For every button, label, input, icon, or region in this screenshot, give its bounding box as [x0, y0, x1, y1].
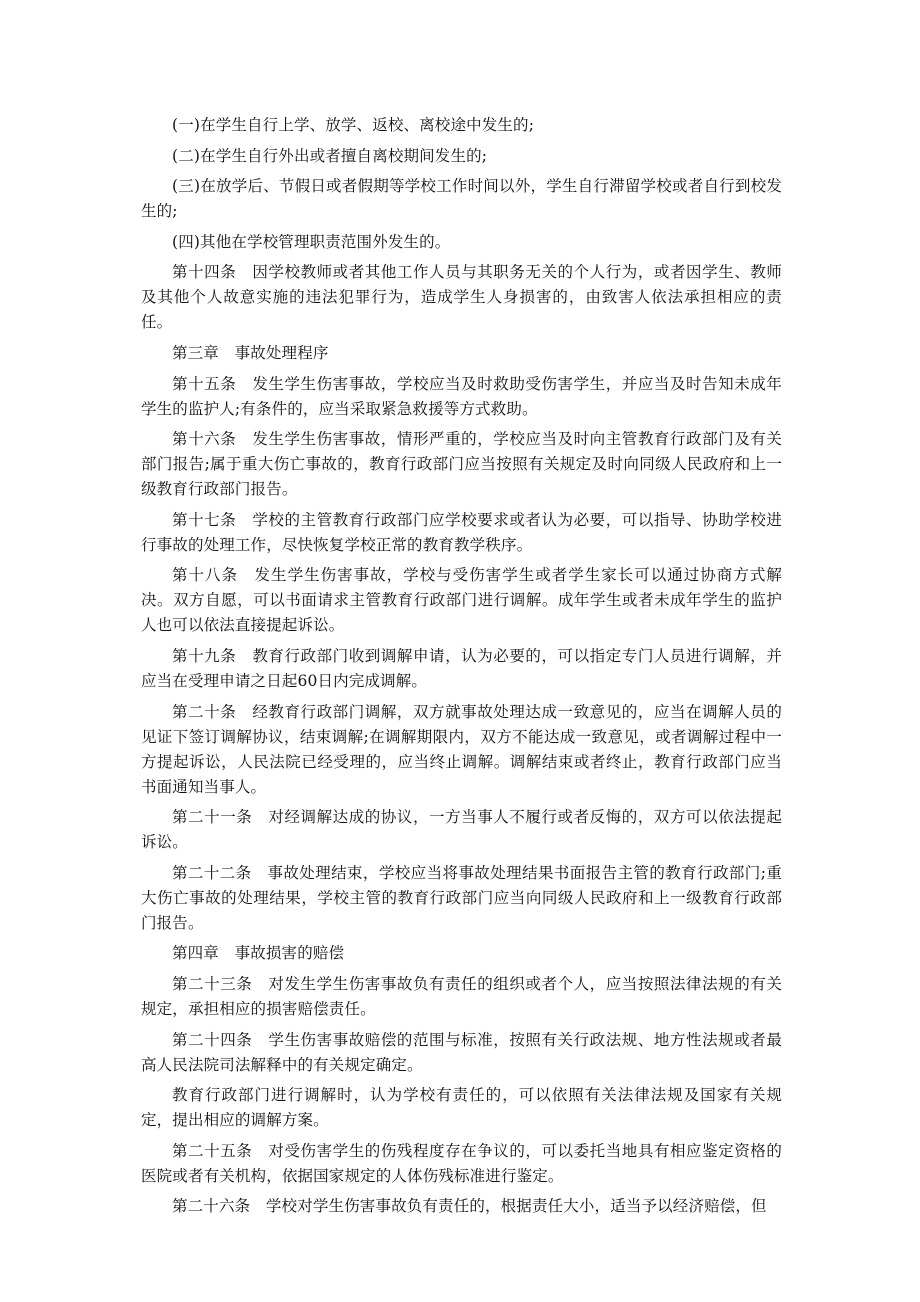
chapter-4-heading: 第四章 事故损害的赔偿 [172, 944, 345, 963]
article-15: 第十五条 发生学生伤害事故，学校应当及时救助受伤害学生，并应当及时告知未成年学生的监护人;有条件的，应当采取紧急救援等方式救助。 [141, 374, 782, 418]
paragraph-item-4: (四)其他在学校管理职责范围外发生的。 [172, 232, 451, 251]
chapter-3-heading: 第三章 事故处理程序 [172, 343, 329, 362]
paragraph-item-1: (一)在学生自行上学、放学、返校、离校途中发生的; [172, 116, 535, 134]
paragraph-item-3: (三)在放学后、节假日或者假期等学校工作时间以外，学生自行滞留学校或者自行到校发生的; [141, 177, 782, 221]
article-14: 第十四条 因学校教师或者其他工作人员与其职务无关的个人行为，或者因学生、教师及其他个人故意实施的违法犯罪行为，造成学生人身损害的，由致害人依法承担相应的责任。 [141, 263, 782, 332]
article-20: 第二十条 经教育行政部门调解，双方就事故处理达成一致意见的，应当在调解人员的见证下签订调解协议，结束调解;在调解期限内，双方不能达成一致意见，或者调解过程中一方提起诉讼，人民法院已经受理的，应当终止调解。调解结束或者终止，教育行政部门应当书面通知当事人。 [141, 702, 782, 796]
article-26: 第二十六条 学校对学生伤害事故负有责任的，根据责任大小，适当予以经济赔偿，但 [172, 1197, 767, 1216]
article-24: 第二十四条 学生伤害事故赔偿的范围与标准，按照有关行政法规、地方性法规或者最高人民法院司法解释中的有关规定确定。 [141, 1030, 782, 1074]
article-18: 第十八条 发生学生伤害事故，学校与受伤害学生或者学生家长可以通过协商方式解决。双方自愿，可以书面请求主管教育行政部门进行调解。成年学生或者未成年学生的监护人也可以依法直接提起诉讼。 [141, 566, 782, 635]
article-17: 第十七条 学校的主管教育行政部门应学校要求或者认为必要，可以指导、协助学校进行事故的处理工作，尽快恢复学校正常的教育教学秩序。 [141, 510, 782, 554]
article-25: 第二十五条 对受伤害学生的伤残程度存在争议的，可以委托当地具有相应鉴定资格的医院或者有关机构，依据国家规定的人体伤残标准进行鉴定。 [141, 1141, 782, 1185]
article-21: 第二十一条 对经调解达成的协议，一方当事人不履行或者反悔的，双方可以依法提起诉讼。 [141, 808, 782, 852]
article-19: 第十九条 教育行政部门收到调解申请，认为必要的，可以指定专门人员进行调解，并应当在受理申请之日起60日内完成调解。 [141, 646, 782, 690]
article-24-supplement: 教育行政部门进行调解时，认为学校有责任的，可以依照有关法律法规及国家有关规定，提出相应的调解方案。 [141, 1086, 782, 1130]
article-16: 第十六条 发生学生伤害事故，情形严重的，学校应当及时向主管教育行政部门及有关部门报告;属于重大伤亡事故的，教育行政部门应当按照有关规定及时向同级人民政府和上一级教育行政部门报告。 [141, 430, 782, 499]
paragraph-item-2: (二)在学生自行外出或者擅自离校期间发生的; [172, 146, 488, 165]
article-22: 第二十二条 事故处理结束，学校应当将事故处理结果书面报告主管的教育行政部门;重大伤亡事故的处理结果，学校主管的教育行政部门应当向同级人民政府和上一级教育行政部门报告。 [141, 863, 782, 932]
article-23: 第二十三条 对发生学生伤害事故负有责任的组织或者个人，应当按照法律法规的有关规定，承担相应的损害赔偿责任。 [141, 974, 782, 1018]
